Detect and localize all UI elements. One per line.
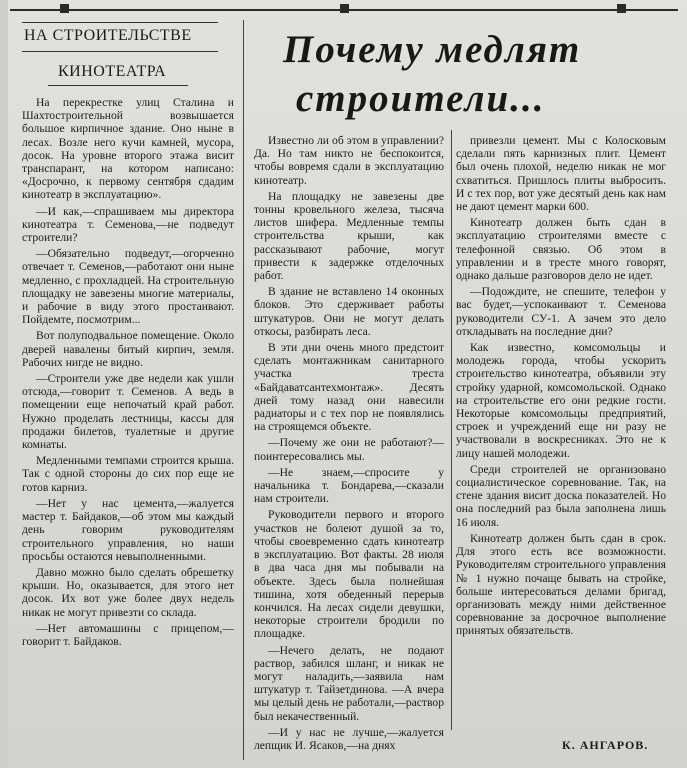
- paragraph: —Обязательно подведут,—огорченно отвечает т. Семенов,—работают они ныне медленно, с прохладцей. На строительную площадку не завезены многие материалы, и рабочие в виду этого простаивают. Пойдемте, посмотрим...: [22, 247, 234, 327]
- paragraph: Как известно, комсомольцы и молодежь города, чтобы ускорить строительство кинотеатра, объявили эту стройку ударной, комсомольской. Однако на строительстве его они редкие гости. Некоторые комсомольцы предприятий, строек и учреждений еще ни разу не участвовали в воскресниках. Это не к лицу нашей молодежи.: [456, 341, 666, 460]
- paragraph: —Подождите, не спешите, телефон у вас будет,—успокаивают т. Семенова руководители СУ-1. А зачем это дело откладывать на последние дни?: [456, 285, 666, 338]
- page-edge-shadow: [0, 0, 8, 768]
- article-column-1: [22, 96, 234, 648]
- author-signature: К. АНГАРОВ.: [562, 738, 649, 752]
- paragraph: В эти дни очень много предстоит сделать монтажникам санитарного участка треста «Байдаватсантехмонтаж». Десять дней тому назад они навесили радиаторы и с тех пор не появлялись на строящемся объекте.: [254, 341, 444, 434]
- article-column-3: [456, 134, 666, 638]
- headline-line2: строители...: [296, 77, 546, 120]
- paragraph: —Нет у нас цемента,—жалуется мастер т. Байдаков,—об этом мы каждый день говорим руководителям строительного управления, но наши просьбы остаются невыполненными.: [22, 496, 234, 563]
- paragraph: привезли цемент. Мы с Колосковым сделали пять карнизных плит. Цемент был очень плохой, неделю никак не мог схватиться. Пришлось плиты выбросить. И с тех пор, вот уже десятый день как нам не дают цемент марки 600.: [456, 134, 666, 214]
- headline-line1: Почему медлят: [283, 28, 582, 71]
- paragraph: Кинотеатр должен быть сдан в срок. Для этого есть все возможности. Руководителям строительного управления № 1 нужно почаще бывать на стройке, больше интересоваться делами бригад, организовать между ними действенное соревнование за досрочное выполнение принятых обязательств.: [456, 531, 666, 638]
- paragraph: На перекрестке улиц Сталина и Шахтостроительной возвышается большое кирпичное здание. Оно ныне в лесах. Возле него кучи камней, мусора, досок. На уровне второго этажа висит транспарант, на котором написано: «Досрочно, к первому сентября сдадим кинотеатр в эксплуатацию».: [22, 96, 234, 202]
- section-heading-line1: НА СТРОИТЕЛЬСТВЕ: [24, 27, 192, 44]
- heading-rule-bottom: [48, 85, 188, 86]
- paragraph: На площадку не завезены две тонны кровельного железа, тысяча листов шифера. Медленные темпы строительства крыши, как рассказывают рабочие, могут привести к задержке отделочных работ.: [254, 189, 444, 283]
- paragraph: Известно ли об этом в управлении? Да. Но там никто не беспокоится, чтобы вовремя сдали в эксплуатацию кинотеатр.: [254, 134, 444, 187]
- top-ornament: [617, 4, 626, 13]
- paragraph: В здание не вставлено 14 оконных блоков. Это сдерживает работы штукатуров. Они не могут делать откосы, разбирать леса.: [254, 285, 444, 338]
- paragraph: —Почему же они не работают?—поинтересовались мы.: [254, 436, 444, 463]
- paragraph: —Не знаем,—спросите у начальника т. Бондарева,—сказали нам строители.: [254, 465, 444, 506]
- top-ornament: [340, 4, 349, 13]
- heading-rule-middle: [22, 51, 218, 52]
- paragraph: —И как,—спрашиваем мы директора кинотеатра т. Семенова,—не подведут строители?: [22, 204, 234, 245]
- paragraph: Давно можно было сделать обрешетку крыши. Но, оказывается, для этого нет досок. Их вот уже более двух недель никак не могут привезти со склада.: [22, 565, 234, 619]
- paragraph: Вот полуподвальное помещение. Около дверей навалены битый кирпич, земля. Рабочих нигде не видно.: [22, 329, 234, 369]
- paragraph: —Нечего делать, не подают раствор, забился шланг, и никак не могут наладить,—заявила нам штукатур т. Тайзетдинова. —А вчера мы целый день не работали,—раствор был некачественный.: [254, 643, 444, 723]
- paragraph: Руководители первого и второго участков не болеют душой за то, чтобы своевременно сдать кинотеатр в эксплуатацию. Вот факты. 28 июля в два часа дня мы побывали на объекте. Здесь была полнейшая тишина, хотя обеденный перерыв кончился. На лесах сидели девушки, некоторые строители бродили по площадке.: [254, 508, 444, 641]
- article-column-2: [254, 134, 444, 752]
- paragraph: —Строители уже две недели как ушли отсюда,—говорит т. Семенов. А ведь в помещении еще непочатый край работ. Нужно проделать лестницы, кассы для продажи билетов, туалетные и другие комнаты.: [22, 372, 234, 452]
- heading-rule-top: [22, 22, 218, 23]
- paragraph: —Нет автомашины с прицепом,—говорит т. Байдаков.: [22, 621, 234, 648]
- paragraph: —И у нас не лучше,—жалуется лепщик И. Ясаков,—на днях: [254, 725, 444, 752]
- paragraph: Кинотеатр должен быть сдан в эксплуатацию строителями вместе с телефонной связью. Об этом в управлении и в тресте много говорят, однако дальше разговоров дело не идет.: [456, 216, 666, 283]
- column-divider: [451, 130, 452, 730]
- paragraph: Среди строителей не организовано социалистическое соревнование. Так, на стене здания висит доска показателей. Но она последний раз была заполнена лишь 16 июля.: [456, 462, 666, 529]
- section-heading-line2: КИНОТЕАТРА: [58, 63, 167, 80]
- paragraph: Медленными темпами строится крыша. Так с одной стороны до сих пор еще не готов карниз.: [22, 454, 234, 494]
- top-ornament: [60, 4, 69, 13]
- column-divider: [243, 20, 244, 760]
